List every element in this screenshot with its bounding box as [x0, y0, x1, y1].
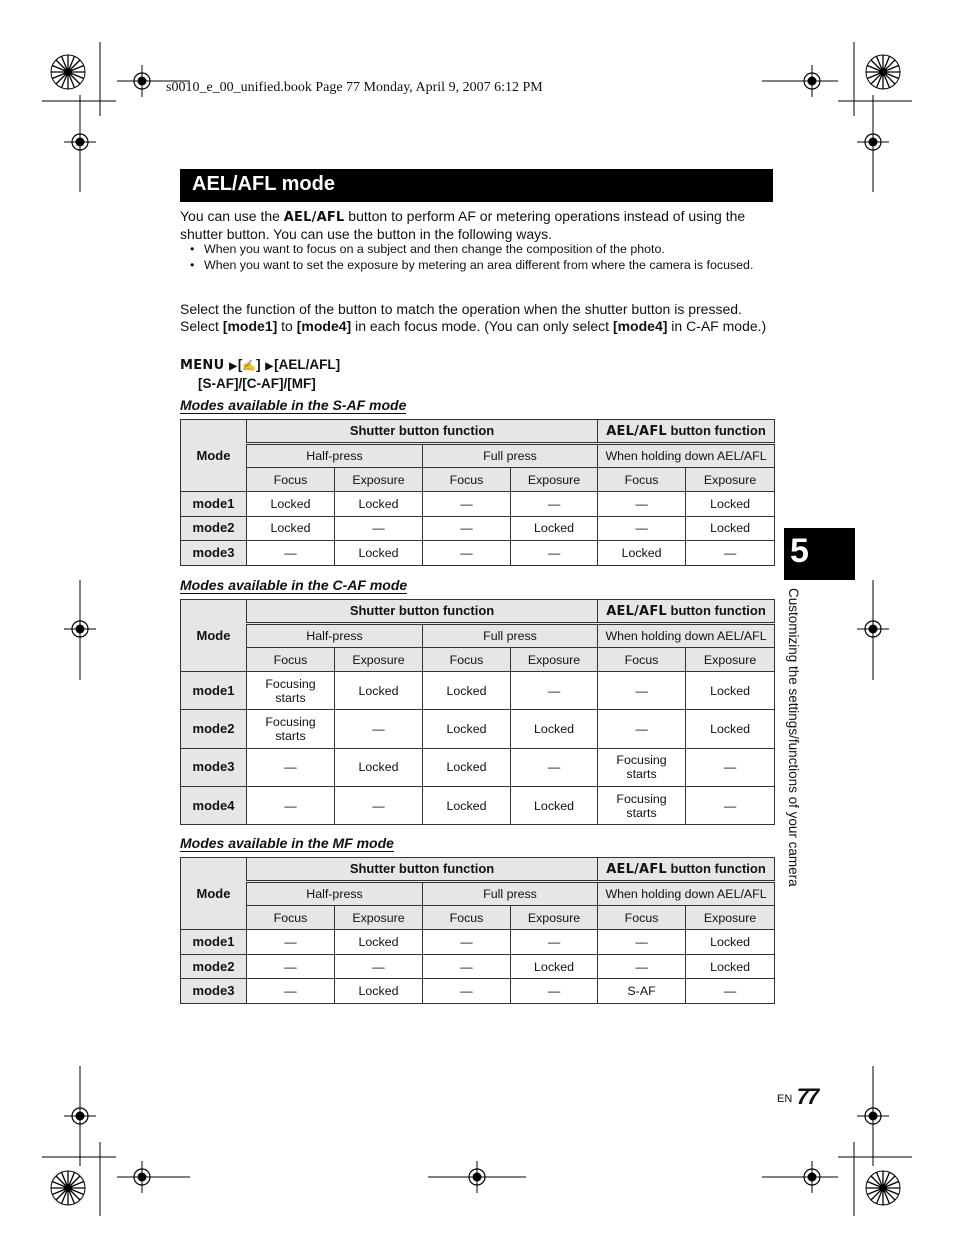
- table-row: [181, 492, 775, 517]
- page-title: AEL/AFL mode: [180, 169, 773, 202]
- saf-section-title: Modes available in the S-AF mode: [180, 397, 407, 413]
- exposure-header: Exposure: [335, 648, 423, 672]
- menu-path: [180, 356, 340, 392]
- table-cell: Locked: [511, 516, 598, 541]
- exposure-header: Exposure: [335, 468, 423, 492]
- table-cell: —: [598, 954, 686, 979]
- table-cell: Locked: [686, 930, 775, 955]
- table-cell: —: [511, 979, 598, 1004]
- arrow-right-icon: ▶: [229, 361, 237, 372]
- table-cell: Locked: [335, 492, 423, 517]
- table-cell: —: [247, 748, 335, 786]
- table-cell: Focusing starts: [598, 786, 686, 824]
- mode-name: mode2: [181, 954, 247, 979]
- table-cell: —: [423, 541, 511, 566]
- select-paragraph: [180, 301, 776, 335]
- table-row: [181, 786, 775, 824]
- table-cell: —: [598, 516, 686, 541]
- mode4-ref-2: [mode4]: [612, 318, 668, 334]
- focus-header: Focus: [423, 648, 511, 672]
- focus-header: Focus: [247, 468, 335, 492]
- table-cell: Locked: [686, 710, 775, 748]
- table-cell: Locked: [598, 541, 686, 566]
- mode-header: Mode: [181, 600, 247, 672]
- exposure-header: Exposure: [511, 468, 598, 492]
- caf-mode-table: [180, 599, 775, 825]
- ael-afl-label: AEL/AFL: [283, 210, 345, 225]
- mode-header: Mode: [181, 858, 247, 930]
- table-cell: —: [247, 541, 335, 566]
- page-lang: EN: [777, 1093, 793, 1105]
- bullet-item: • When you want to set the exposure by metering an area different from where the camera is focused.: [190, 258, 770, 274]
- table-cell: Locked: [423, 786, 511, 824]
- table-cell: Focusing starts: [247, 672, 335, 710]
- table-cell: Locked: [335, 930, 423, 955]
- shutter-function-header: Shutter button function: [247, 420, 598, 444]
- mode4-ref: [mode4]: [296, 318, 352, 334]
- menu-item-ael-afl: [AEL/AFL]: [274, 357, 341, 372]
- mode-name: mode2: [181, 710, 247, 748]
- ael-function-suffix: button function: [666, 860, 766, 876]
- table-row: [181, 672, 775, 710]
- mode-name: mode3: [181, 979, 247, 1004]
- table-cell: —: [335, 710, 423, 748]
- table-row: [181, 930, 775, 955]
- table-cell: —: [423, 516, 511, 541]
- mf-section-title: Modes available in the MF mode: [180, 835, 394, 851]
- table-cell: Locked: [511, 786, 598, 824]
- table-cell: —: [423, 954, 511, 979]
- exposure-header: Exposure: [686, 906, 775, 930]
- table-cell: Locked: [247, 516, 335, 541]
- mode-name: mode1: [181, 492, 247, 517]
- exposure-header: Exposure: [511, 906, 598, 930]
- focus-header: Focus: [423, 468, 511, 492]
- table-cell: Focusing starts: [247, 710, 335, 748]
- select-text-4: in each focus mode. (You can only select: [351, 318, 613, 334]
- table-cell: —: [511, 541, 598, 566]
- focus-header: Focus: [598, 468, 686, 492]
- ael-function-header: [598, 858, 775, 882]
- caf-section-title: Modes available in the C-AF mode: [180, 577, 408, 593]
- mode-name: mode1: [181, 930, 247, 955]
- page-number-value: 77: [796, 1084, 818, 1109]
- table-row: [181, 748, 775, 786]
- holding-header: When holding down AEL/AFL: [598, 882, 775, 906]
- exposure-header: Exposure: [686, 648, 775, 672]
- mode-name: mode3: [181, 541, 247, 566]
- full-press-header: Full press: [423, 624, 598, 648]
- print-header: s0010_e_00_unified.book Page 77 Monday, April 9, 2007 6:12 PM: [166, 80, 543, 95]
- table-cell: —: [511, 748, 598, 786]
- half-press-header: Half-press: [247, 624, 423, 648]
- full-press-header: Full press: [423, 444, 598, 468]
- ael-function-header: [598, 600, 775, 624]
- ael-function-suffix: button function: [666, 602, 766, 618]
- ael-afl-label: AEL/AFL: [606, 423, 667, 439]
- holding-header: When holding down AEL/AFL: [598, 624, 775, 648]
- table-cell: —: [686, 786, 775, 824]
- table-cell: —: [511, 672, 598, 710]
- page-number: [777, 1084, 817, 1110]
- shutter-function-header: Shutter button function: [247, 600, 598, 624]
- chapter-tab: 5: [784, 528, 855, 580]
- focus-header: Focus: [423, 906, 511, 930]
- table-cell: —: [247, 954, 335, 979]
- ael-afl-label: AEL/AFL: [606, 861, 667, 877]
- arrow-right-icon: ▶: [265, 361, 274, 372]
- table-cell: —: [247, 786, 335, 824]
- half-press-header: Half-press: [247, 444, 423, 468]
- mode-header: Mode: [181, 420, 247, 492]
- table-row: [181, 541, 775, 566]
- exposure-header: Exposure: [686, 468, 775, 492]
- custom-menu-icon: ✍: [242, 360, 257, 372]
- focus-header: Focus: [247, 906, 335, 930]
- exposure-header: Exposure: [335, 906, 423, 930]
- table-cell: Locked: [423, 672, 511, 710]
- ael-function-suffix: button function: [666, 422, 766, 438]
- table-cell: —: [247, 979, 335, 1004]
- table-row: [181, 979, 775, 1004]
- focus-header: Focus: [598, 648, 686, 672]
- table-cell: —: [247, 930, 335, 955]
- holding-header: When holding down AEL/AFL: [598, 444, 775, 468]
- table-cell: —: [598, 930, 686, 955]
- tab-bracket-close: ]: [256, 357, 261, 372]
- bullet-item: • When you want to focus on a subject and then change the composition of the photo.: [190, 242, 770, 258]
- table-cell: —: [598, 492, 686, 517]
- table-cell: —: [598, 710, 686, 748]
- table-cell: —: [686, 541, 775, 566]
- table-cell: —: [686, 748, 775, 786]
- focus-header: Focus: [598, 906, 686, 930]
- table-cell: —: [335, 516, 423, 541]
- tab-bracket-open: [: [237, 357, 243, 372]
- table-cell: —: [511, 492, 598, 517]
- table-cell: —: [423, 492, 511, 517]
- table-cell: Locked: [423, 710, 511, 748]
- table-cell: Locked: [335, 748, 423, 786]
- table-cell: Locked: [686, 672, 775, 710]
- table-cell: —: [598, 672, 686, 710]
- menu-options: [S-AF]/[C-AF]/[MF]: [198, 376, 316, 391]
- mode1-ref: [mode1]: [222, 318, 278, 334]
- ael-afl-label: AEL/AFL: [606, 603, 667, 619]
- select-text-3: to: [277, 318, 297, 334]
- mode-name: mode3: [181, 748, 247, 786]
- table-cell: Locked: [511, 710, 598, 748]
- focus-header: Focus: [247, 648, 335, 672]
- exposure-header: Exposure: [511, 648, 598, 672]
- shutter-function-header: Shutter button function: [247, 858, 598, 882]
- mode-name: mode2: [181, 516, 247, 541]
- table-row: [181, 710, 775, 748]
- table-row: [181, 516, 775, 541]
- table-cell: Locked: [686, 516, 775, 541]
- table-cell: Locked: [247, 492, 335, 517]
- table-cell: —: [686, 979, 775, 1004]
- saf-mode-table: [180, 419, 775, 566]
- select-text-1: Select the function of the button to match the operation when the shutter button is pressed.: [180, 301, 742, 317]
- usage-bullets: [190, 242, 770, 273]
- table-row: [181, 954, 775, 979]
- table-cell: Locked: [686, 492, 775, 517]
- intro-paragraph: [180, 208, 776, 243]
- table-cell: Locked: [335, 672, 423, 710]
- table-cell: —: [423, 979, 511, 1004]
- table-cell: Locked: [335, 979, 423, 1004]
- full-press-header: Full press: [423, 882, 598, 906]
- mode-name: mode1: [181, 672, 247, 710]
- select-text-2: Select: [180, 318, 223, 334]
- mode-name: mode4: [181, 786, 247, 824]
- chapter-side-title: Customizing the settings/functions of your camera: [786, 588, 801, 887]
- table-cell: S-AF: [598, 979, 686, 1004]
- table-cell: —: [335, 954, 423, 979]
- table-cell: Locked: [423, 748, 511, 786]
- intro-text-1: You can use the: [180, 208, 284, 224]
- intro-text-2: button to perform AF or metering operations instead of using the shutter button. You can use the button in the following ways.: [180, 208, 746, 242]
- mf-mode-table: [180, 857, 775, 1004]
- table-cell: Focusing starts: [598, 748, 686, 786]
- table-cell: Locked: [686, 954, 775, 979]
- menu-label: MENU: [180, 358, 225, 373]
- ael-function-header: [598, 420, 775, 444]
- half-press-header: Half-press: [247, 882, 423, 906]
- table-cell: —: [335, 786, 423, 824]
- table-cell: —: [423, 930, 511, 955]
- table-cell: Locked: [335, 541, 423, 566]
- select-text-5: in C-AF mode.): [667, 318, 767, 334]
- table-cell: —: [511, 930, 598, 955]
- table-cell: Locked: [511, 954, 598, 979]
